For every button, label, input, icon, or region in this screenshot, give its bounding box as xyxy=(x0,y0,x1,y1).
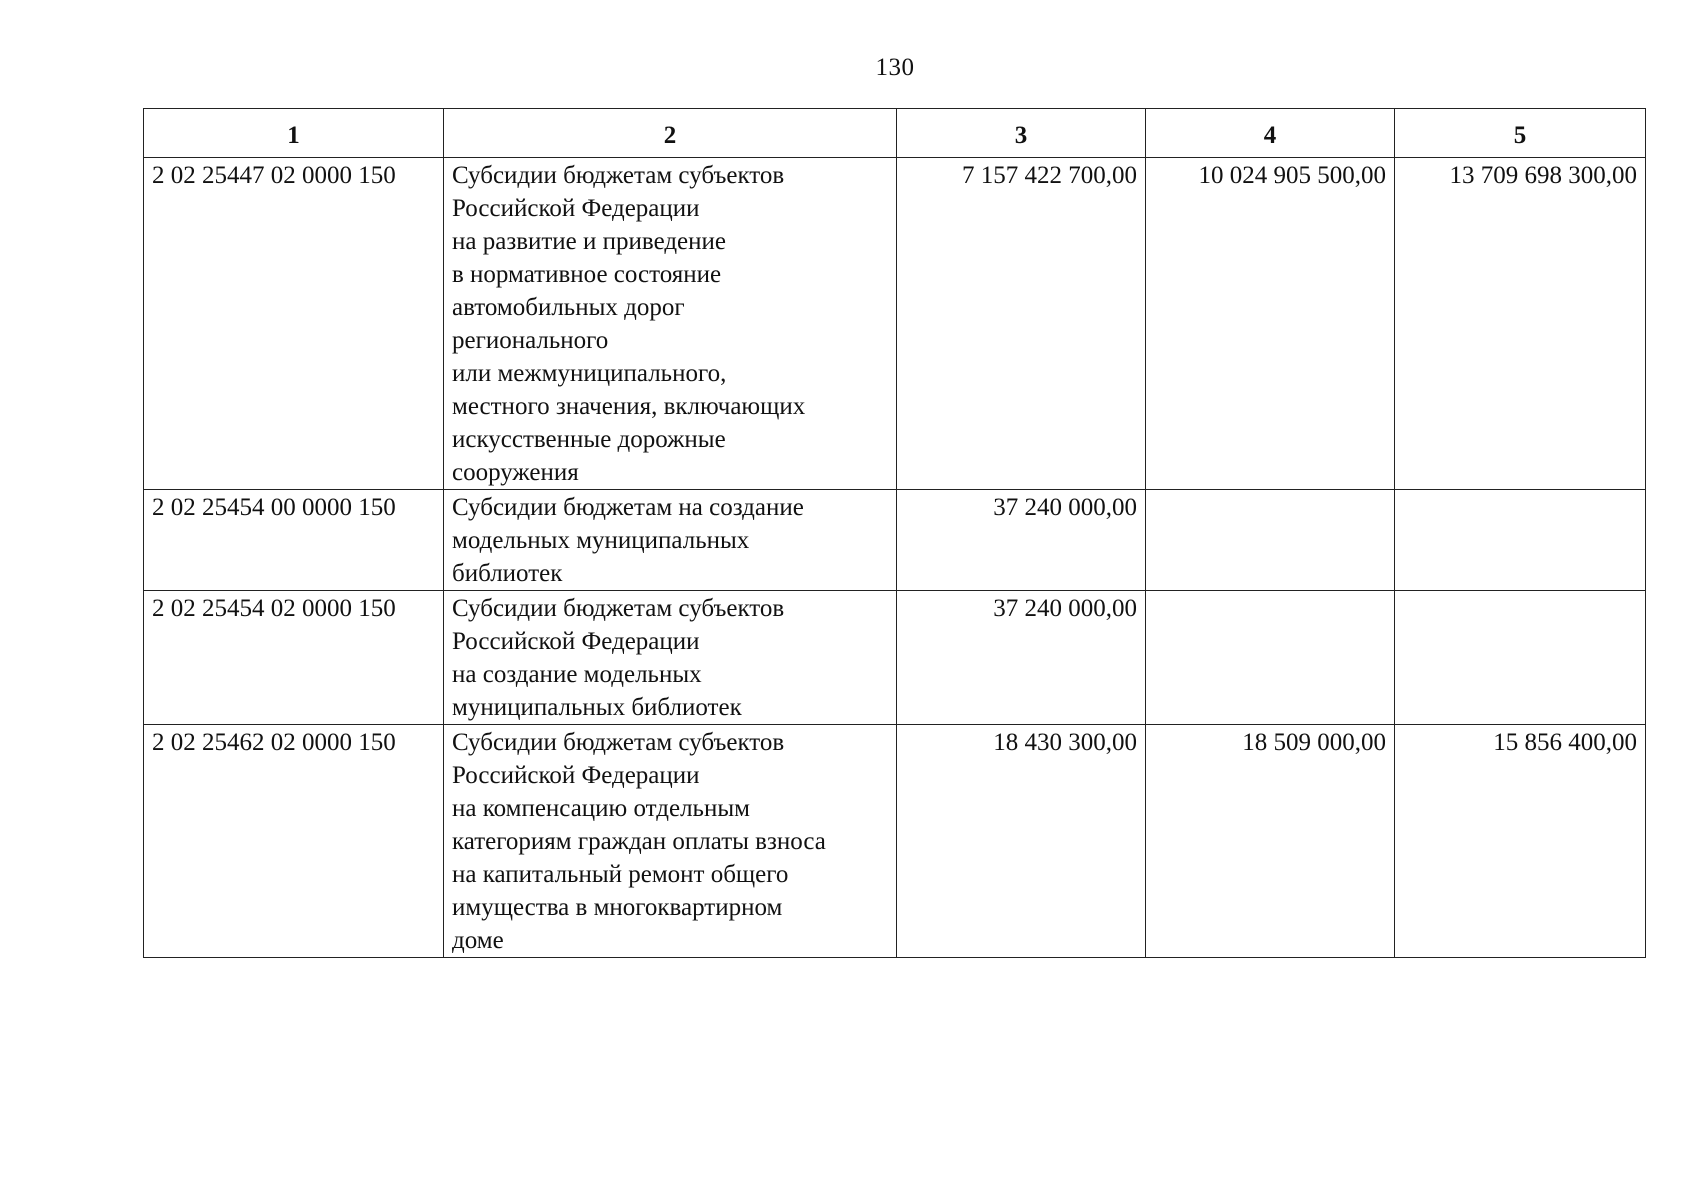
table-header-row xyxy=(144,109,1646,158)
description-line: на компенсацию отдельным xyxy=(452,795,750,822)
description-line: автомобильных дорог xyxy=(452,294,685,321)
column-header: 2 xyxy=(444,109,897,158)
column-header: 4 xyxy=(1146,109,1395,158)
description-line: на капитальный ремонт общего xyxy=(452,861,789,888)
amount-cell-col5: 15 856 400,00 xyxy=(1395,725,1646,958)
description-line: местного значения, включающих xyxy=(452,393,806,420)
description-line: модельных муниципальных xyxy=(452,527,750,554)
amount-cell-col4: 10 024 905 500,00 xyxy=(1146,158,1395,490)
description-line: муниципальных библиотек xyxy=(452,694,742,721)
table-row xyxy=(144,490,1646,591)
description-line: регионального xyxy=(452,327,609,354)
description-cell xyxy=(444,158,897,490)
description-line: сооружения xyxy=(452,459,579,486)
amount-cell-col5 xyxy=(1395,591,1646,725)
amount-cell-col4: 18 509 000,00 xyxy=(1146,725,1395,958)
amount-cell-col3: 18 430 300,00 xyxy=(897,725,1146,958)
description-line: доме xyxy=(452,927,504,954)
table-row xyxy=(144,158,1646,490)
column-header: 1 xyxy=(144,109,444,158)
page-number: 130 xyxy=(875,54,915,81)
amount-cell-col4 xyxy=(1146,490,1395,591)
column-header: 3 xyxy=(897,109,1146,158)
budget-table xyxy=(143,108,1646,958)
description-cell xyxy=(444,490,897,591)
table-row xyxy=(144,591,1646,725)
description-line: Российской Федерации xyxy=(452,762,700,789)
budget-code-cell: 2 02 25447 02 0000 150 xyxy=(144,158,444,490)
amount-cell-col3: 7 157 422 700,00 xyxy=(897,158,1146,490)
amount-cell-col4 xyxy=(1146,591,1395,725)
description-line: Субсидии бюджетам субъектов xyxy=(452,162,785,189)
description-line: Российской Федерации xyxy=(452,195,700,222)
description-line: Субсидии бюджетам субъектов xyxy=(452,595,785,622)
description-cell xyxy=(444,725,897,958)
description-line: на создание модельных xyxy=(452,661,702,688)
budget-code-cell: 2 02 25454 00 0000 150 xyxy=(144,490,444,591)
column-header: 5 xyxy=(1395,109,1646,158)
description-line: категориям граждан оплаты взноса xyxy=(452,828,826,855)
budget-code-cell: 2 02 25454 02 0000 150 xyxy=(144,591,444,725)
description-line: Субсидии бюджетам на создание xyxy=(452,494,804,521)
description-line: в нормативное состояние xyxy=(452,261,722,288)
description-line: на развитие и приведение xyxy=(452,228,727,255)
table-row xyxy=(144,725,1646,958)
amount-cell-col3: 37 240 000,00 xyxy=(897,490,1146,591)
amount-cell-col5 xyxy=(1395,490,1646,591)
description-line: Российской Федерации xyxy=(452,628,700,655)
description-line: библиотек xyxy=(452,560,563,587)
amount-cell-col5: 13 709 698 300,00 xyxy=(1395,158,1646,490)
description-line: Субсидии бюджетам субъектов xyxy=(452,729,785,756)
description-cell xyxy=(444,591,897,725)
description-line: имущества в многоквартирном xyxy=(452,894,783,921)
budget-code-cell: 2 02 25462 02 0000 150 xyxy=(144,725,444,958)
description-line: искусственные дорожные xyxy=(452,426,726,453)
description-line: или межмуниципального, xyxy=(452,360,727,387)
amount-cell-col3: 37 240 000,00 xyxy=(897,591,1146,725)
